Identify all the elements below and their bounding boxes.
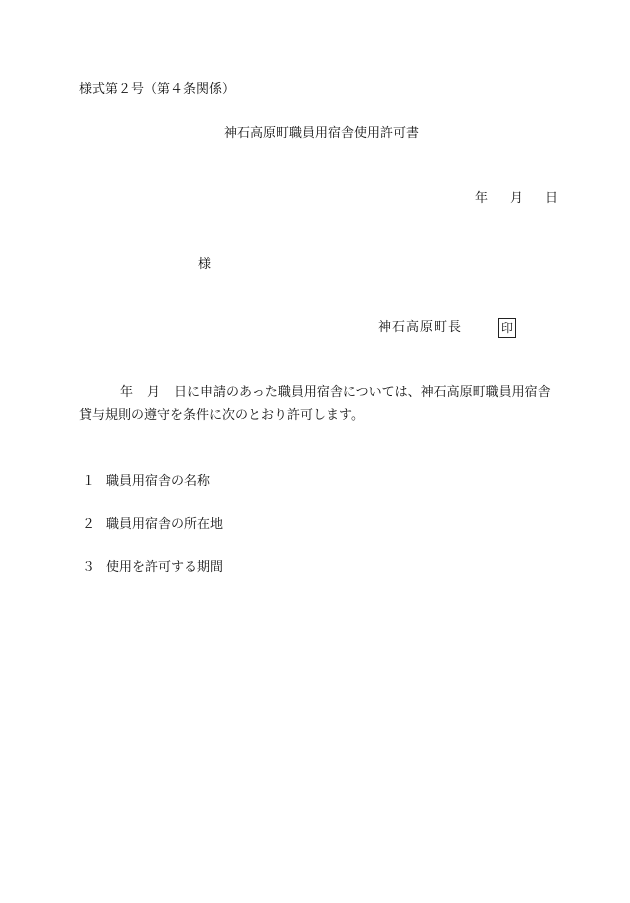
addressee-suffix: 様 — [198, 257, 212, 272]
date-month-label: 月 — [510, 191, 524, 206]
item-label: 使用を許可する期間 — [106, 560, 224, 575]
body-text-line-1 — [120, 386, 551, 399]
date-year-label: 年 — [475, 191, 489, 206]
list-item — [82, 475, 210, 488]
item-number: １ — [82, 474, 96, 489]
seal-mark: 印 — [498, 318, 516, 338]
item-label: 職員用宿舎の名称 — [106, 474, 211, 489]
date-day-label: 日 — [545, 191, 559, 206]
form-number: 様式第２号（第４条関係） — [79, 82, 236, 97]
body-year-label: 年 — [120, 385, 134, 400]
issuer-name: 神石高原町長 — [378, 320, 463, 335]
list-item — [82, 518, 223, 531]
body-text-line-2: 貸与規則の遵守を条件に次のとおり許可します。 — [79, 408, 364, 423]
issue-date — [475, 192, 558, 205]
body-line1-text: 日に申請のあった職員用宿舎については、神石高原町職員用宿舎 — [174, 385, 551, 400]
item-label: 職員用宿舎の所在地 — [106, 517, 224, 532]
item-number: ３ — [82, 560, 96, 575]
item-number: ２ — [82, 517, 96, 532]
list-item — [82, 561, 223, 574]
document-title: 神石高原町職員用宿舎使用許可書 — [224, 126, 420, 141]
body-month-label: 月 — [147, 385, 161, 400]
